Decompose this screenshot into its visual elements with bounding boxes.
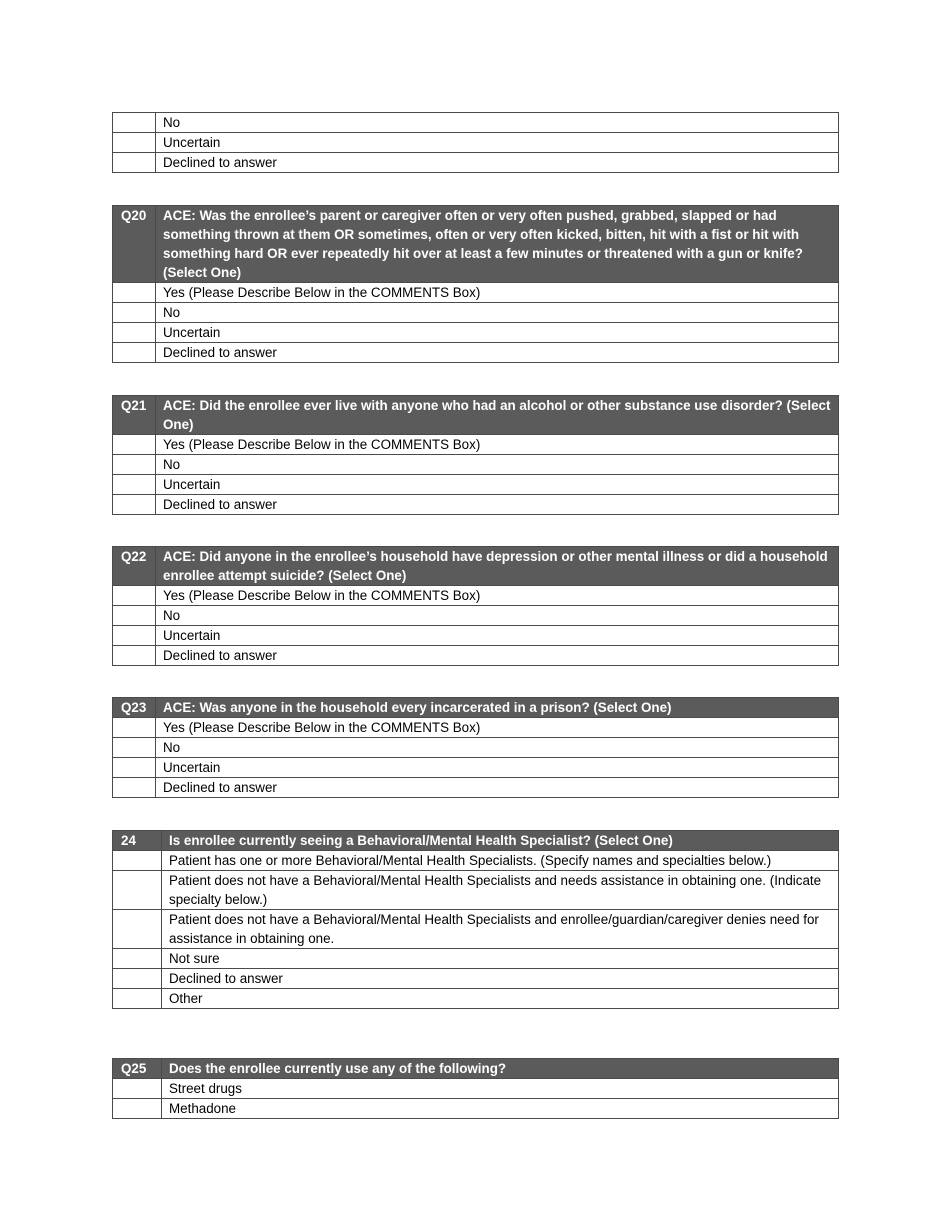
option-label: Patient does not have a Behavioral/Mental Health Specialists and needs assistance in obtaining one. (Indicate specialty below.) (162, 871, 839, 910)
option-label: Uncertain (156, 323, 839, 343)
option-select-cell[interactable] (113, 646, 156, 666)
option-select-cell[interactable] (113, 626, 156, 646)
option-row (113, 1099, 839, 1119)
option-select-cell[interactable] (113, 738, 156, 758)
option-label: Patient has one or more Behavioral/Mental Health Specialists. (Specify names and specialties below.) (162, 851, 839, 871)
option-row (113, 606, 839, 626)
question-number: 24 (113, 831, 162, 851)
option-row (113, 969, 839, 989)
option-label: Declined to answer (156, 495, 839, 515)
option-row (113, 113, 839, 133)
option-row (113, 910, 839, 949)
option-select-cell[interactable] (113, 283, 156, 303)
question-header (113, 547, 839, 586)
q22-table (112, 546, 839, 666)
option-row (113, 343, 839, 363)
option-select-cell[interactable] (113, 455, 156, 475)
option-row (113, 283, 839, 303)
question-text: ACE: Did the enrollee ever live with anyone who had an alcohol or other substance use disorder? (Select One) (156, 396, 839, 435)
q23-table (112, 697, 839, 798)
option-select-cell[interactable] (113, 606, 156, 626)
option-label: Uncertain (156, 475, 839, 495)
option-label: No (156, 738, 839, 758)
option-row (113, 586, 839, 606)
q21-table (112, 395, 839, 515)
option-row (113, 738, 839, 758)
question-header (113, 698, 839, 718)
option-label: Declined to answer (156, 343, 839, 363)
option-row (113, 133, 839, 153)
option-label: Uncertain (156, 758, 839, 778)
question-number: Q23 (113, 698, 156, 718)
option-row (113, 949, 839, 969)
option-row (113, 646, 839, 666)
option-select-cell[interactable] (113, 1099, 162, 1119)
option-row (113, 1079, 839, 1099)
option-row (113, 989, 839, 1009)
option-label: Declined to answer (162, 969, 839, 989)
option-select-cell[interactable] (113, 758, 156, 778)
option-label: Declined to answer (156, 153, 839, 173)
option-row (113, 323, 839, 343)
option-label: Methadone (162, 1099, 839, 1119)
option-select-cell[interactable] (113, 343, 156, 363)
option-select-cell[interactable] (113, 989, 162, 1009)
option-select-cell[interactable] (113, 133, 156, 153)
option-select-cell[interactable] (113, 475, 156, 495)
question-text: ACE: Was anyone in the household every incarcerated in a prison? (Select One) (156, 698, 839, 718)
option-label: Uncertain (156, 133, 839, 153)
option-select-cell[interactable] (113, 718, 156, 738)
option-select-cell[interactable] (113, 910, 162, 949)
option-label: Street drugs (162, 1079, 839, 1099)
option-row (113, 495, 839, 515)
question-number: Q20 (113, 206, 156, 283)
question-header (113, 1059, 839, 1079)
option-label: No (156, 113, 839, 133)
option-label: Other (162, 989, 839, 1009)
option-label: Yes (Please Describe Below in the COMMENTS Box) (156, 435, 839, 455)
question-header (113, 396, 839, 435)
option-label: Yes (Please Describe Below in the COMMENTS Box) (156, 718, 839, 738)
option-label: Declined to answer (156, 778, 839, 798)
option-row (113, 871, 839, 910)
question-header (113, 831, 839, 851)
option-row (113, 626, 839, 646)
option-row (113, 455, 839, 475)
option-label: Uncertain (156, 626, 839, 646)
question-number: Q22 (113, 547, 156, 586)
q25-table (112, 1058, 839, 1119)
option-label: No (156, 455, 839, 475)
option-label: No (156, 606, 839, 626)
question-number: Q25 (113, 1059, 162, 1079)
option-select-cell[interactable] (113, 495, 156, 515)
q24-table (112, 830, 839, 1009)
option-select-cell[interactable] (113, 851, 162, 871)
question-number: Q21 (113, 396, 156, 435)
option-label: Not sure (162, 949, 839, 969)
option-select-cell[interactable] (113, 778, 156, 798)
question-text: Is enrollee currently seeing a Behavioral/Mental Health Specialist? (Select One) (162, 831, 839, 851)
option-label: Patient does not have a Behavioral/Mental Health Specialists and enrollee/guardian/caregiver denies need for assistance in obtaining one. (162, 910, 839, 949)
option-label: Yes (Please Describe Below in the COMMENTS Box) (156, 283, 839, 303)
option-select-cell[interactable] (113, 323, 156, 343)
option-label: Yes (Please Describe Below in the COMMENTS Box) (156, 586, 839, 606)
option-select-cell[interactable] (113, 303, 156, 323)
option-select-cell[interactable] (113, 153, 156, 173)
question-text: ACE: Was the enrollee’s parent or caregiver often or very often pushed, grabbed, slapped or had something thrown at them OR sometimes, often or very often kicked, bitten, hit with a fist or hit with something hard OR ever repeatedly hit over at least a few minutes or threatened with a gun or knife? (Select One) (156, 206, 839, 283)
option-select-cell[interactable] (113, 969, 162, 989)
option-row (113, 758, 839, 778)
option-row (113, 303, 839, 323)
option-row (113, 475, 839, 495)
option-label: Declined to answer (156, 646, 839, 666)
option-row (113, 778, 839, 798)
option-row (113, 435, 839, 455)
option-label: No (156, 303, 839, 323)
option-select-cell[interactable] (113, 586, 156, 606)
question-text: ACE: Did anyone in the enrollee’s household have depression or other mental illness or did a household enrollee attempt suicide? (Select One) (156, 547, 839, 586)
option-select-cell[interactable] (113, 949, 162, 969)
option-row (113, 718, 839, 738)
q19-options-table (112, 112, 839, 173)
option-select-cell[interactable] (113, 871, 162, 910)
option-row (113, 851, 839, 871)
option-select-cell[interactable] (113, 1079, 162, 1099)
option-select-cell[interactable] (113, 113, 156, 133)
option-row (113, 153, 839, 173)
q20-table (112, 205, 839, 363)
question-header (113, 206, 839, 283)
option-select-cell[interactable] (113, 435, 156, 455)
question-text: Does the enrollee currently use any of the following? (162, 1059, 839, 1079)
